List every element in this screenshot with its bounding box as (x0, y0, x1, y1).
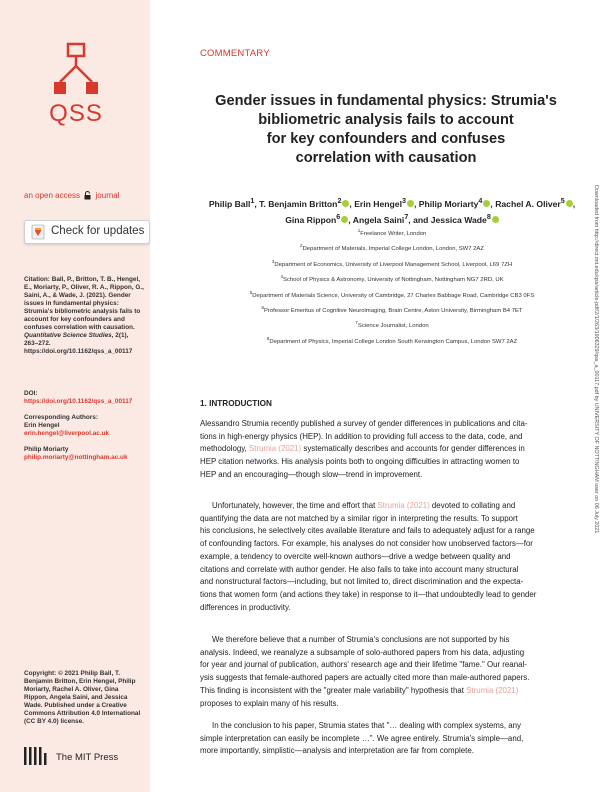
author-sup: 4 (478, 197, 483, 205)
publisher-name: The MIT Press (56, 752, 119, 763)
title-line: bibliometric analysis fails to account (258, 112, 514, 128)
text-line: citations and correlate with author gender. He also fails to take into account many structural (200, 564, 519, 574)
author-name[interactable]: Jessica Wade (430, 214, 487, 225)
affiliation-text: Freelance Writer, London (360, 230, 427, 237)
text-line: of confounding factors. For example, his analyses do not consider how unobserved factors—for (200, 539, 533, 549)
text-line: HEP and an encouraging—though slow—trend in improvement. (200, 469, 423, 479)
affiliation-sup: 7 (355, 320, 358, 326)
author-name[interactable]: Gina Rippon (285, 214, 337, 225)
affiliation-sup: 5 (249, 289, 253, 295)
citation-block (24, 276, 144, 356)
author-sup: 2 (337, 197, 342, 205)
orcid-icon[interactable] (407, 200, 414, 207)
text-line: tions in high-energy physics (HEP). In addition to providing full access to the data, code, and (200, 431, 523, 441)
journal-logo-text: QSS (49, 100, 103, 127)
text-line: In the conclusion to his paper, Strumia states that "… dealing with complex systems, any (212, 721, 521, 730)
copyright-block: Copyright: © 2021 Philip Ball, T. Benjamin Britton, Erin Hengel, Philip Moriarty, Rachel A. Oliver, Gina Rippon, Angela Saini, and Jessica Wade. Published under a Creative Commons Attribution 4.0 International (CC BY 4.0) license. (24, 670, 141, 725)
affiliation-sup: 1 (357, 228, 361, 233)
author-name[interactable]: Philip Ball (208, 198, 251, 209)
text-line: quantifying the data are not matched by a similar rigor in interpreting the results. To support (200, 513, 518, 523)
text-run: systematically describes and accounts for gender differences in (303, 444, 525, 454)
paragraph-3 (200, 634, 578, 710)
check-updates-icon (30, 224, 46, 240)
check-updates-label: Check for updates (51, 225, 145, 237)
affiliation-text: Department of Materials, Imperial College London, London, SW7 2AZ (302, 246, 484, 253)
citation-link[interactable]: Strumia (2021) (466, 685, 519, 695)
doi-block (24, 390, 144, 406)
author-sup: 1 (250, 197, 255, 205)
text-run: Unfortunately, however, the time and effort that (212, 501, 376, 510)
text-line: differences in productivity. (200, 602, 291, 612)
orcid-icon[interactable] (342, 200, 349, 207)
author-name[interactable]: Angela Saini (352, 214, 405, 225)
orcid-icon[interactable] (483, 200, 490, 207)
open-access-prefix: an open access (24, 191, 81, 200)
affiliation-sup: 8 (266, 335, 270, 341)
affiliation-sup: 4 (280, 274, 283, 280)
section-label: COMMENTARY (200, 48, 270, 59)
author-line-2: Gina Rippon$^6$ , Angela Saini$^7$, and Jessica Wade$^8$ (196, 211, 588, 227)
author-sup: 6 (336, 212, 341, 221)
citation-pages-doi: 263–272. https://doi.org/10.1162/qss_a_00117 (24, 340, 133, 355)
orcid-icon[interactable] (341, 216, 348, 223)
author-name[interactable]: Erin Hengel (354, 198, 402, 209)
text-line: We therefore believe that a number of Strumia's conclusions are not supported by his (212, 635, 510, 644)
open-access-suffix: journal (95, 191, 120, 200)
text-line: HEP citation networks. His analysis points both to ongoing difficulties in attracting women to (200, 457, 520, 467)
corresponding-email-2[interactable]: philip.moriarty@nottingham.ac.uk (24, 454, 128, 461)
orcid-icon[interactable] (492, 216, 499, 223)
affiliation-item (196, 271, 588, 286)
affiliation-sup: 2 (300, 243, 303, 249)
corresponding-label: Corresponding Authors: (24, 414, 98, 421)
paragraph-2 (200, 500, 578, 614)
mit-press-logo-icon (24, 747, 52, 765)
doi-link[interactable]: https://doi.org/10.1162/qss_a_00117 (24, 398, 133, 405)
open-lock-icon (84, 191, 91, 200)
title-line: for key confounders and confuses (266, 131, 506, 147)
text-line (200, 685, 578, 698)
citation-journal: Quantitative Science Studies, (24, 332, 114, 339)
paragraph-4 (200, 720, 578, 758)
author-sup: 7 (404, 212, 409, 221)
text-line: and nonstructural factors—including, but not limited to, direct discrimination and the expecta- (200, 577, 524, 587)
text-line: example, a tendency to overcite well-known authors—drive a wedge between quality and (200, 551, 511, 561)
check-for-updates-button[interactable] (24, 220, 150, 244)
citation-label: Citation: (24, 276, 50, 283)
author-sup: 5 (560, 197, 565, 205)
affiliation-text: School of Physics & Astronomy, University of Nottingham, Nottingham NG7 2RD, UK (282, 277, 504, 284)
paragraph-1 (200, 418, 578, 482)
author-name[interactable]: Rachel A. Oliver (495, 198, 561, 209)
corresponding-author-1: Erin Hengel (24, 422, 60, 429)
author-name[interactable]: T. Benjamin Britton (259, 198, 338, 209)
article-title (196, 92, 576, 168)
affiliation-text: Science Journalist, London (357, 323, 429, 330)
corresponding-author-2: Philip Moriarty (24, 446, 69, 453)
affiliation-text: Department of Physics, Imperial College London South Kensington Campus, London SW7 2AZ (269, 338, 518, 345)
orcid-icon[interactable] (566, 200, 573, 207)
corresponding-authors-block (24, 414, 144, 462)
open-access-label (24, 191, 154, 200)
affiliation-text: Professor Emeritus of Cognitive Neuroimaging, Brain Centre, Aston University, Birmingham B4 7ET (263, 307, 523, 314)
affiliation-item (196, 240, 588, 255)
text-line (200, 500, 578, 513)
text-line: more importantly, simplistic—analysis and interpretation are far from complete. (200, 746, 474, 756)
text-line: his conclusions, he selectively cites available literature and fails to adequately adjust for a range (200, 526, 535, 536)
affiliation-sup: 3 (271, 258, 275, 264)
section-heading: 1. INTRODUCTION (200, 399, 272, 408)
author-line-1: Philip Ball$^1$, T. Benjamin Britton$^2$ , Erin Hengel$^3$ , Philip Moriarty$^4$ , Rachel A. Oliver$^5$ , (208, 197, 576, 209)
corresponding-email-1[interactable]: erin.hengel@liverpool.ac.uk (24, 430, 110, 437)
affiliation-item (196, 302, 588, 317)
author-list (196, 195, 588, 227)
affiliation-item (196, 287, 588, 302)
author-name[interactable]: Philip Moriarty (418, 198, 479, 209)
text-line: for year and journal of publication, authors' research age and their lifetime "fame." Our reanal- (200, 660, 527, 670)
title-line: Gender issues in fundamental physics: Strumia's (215, 93, 557, 109)
affiliation-item (196, 333, 588, 348)
download-watermark (592, 185, 600, 725)
affiliation-text: Department of Economics, University of Liverpool Management School, Liverpool, L69 7ZH (274, 261, 513, 268)
text-run: devoted to collating and (431, 501, 516, 510)
affiliation-text: Department of Materials Science, University of Cambridge, 27 Charles Babbage Road, Cambridge CB3 0FS (252, 292, 535, 299)
download-note: Downloaded from http://direct.mit.edu/qss/article-pdf/2/1/263/1906329/qss_a_00117.pdf by UNIVERSITY OF NOTTINGHAM user on 06 July 2021 (593, 185, 599, 534)
affiliations (196, 225, 588, 348)
text-line: ysis suggests that female-authored papers are actually cited more than male-authored papers. (200, 673, 530, 683)
citation-text: Ball, P., Britton, T. B., Hengel, E., Moriarty, P., Oliver, R. A., Rippon, G., Saini, A., & Wade, J. (2021). Gender issues in fundamental physics: Strumia's bibliometric analysis fails to account for key confounders and confuses correlation with causation. (24, 276, 144, 331)
author-sup: 3 (401, 197, 406, 205)
text-run: This finding is inconsistent with the "greater male variability" hypothesis that (200, 685, 464, 695)
author-sup: 8 (486, 212, 491, 221)
text-line: simple interpretation can easily be incomplete …". We agree entirely. Strumia's simple—and, (200, 733, 524, 743)
doi-label: DOI: (24, 390, 38, 397)
text-line: analysis. Indeed, we reanalyze a subsample of solo-authored papers from his data, adjusting (200, 647, 525, 657)
citation-volume: 2(1), (115, 332, 129, 339)
citation-link[interactable]: Strumia (2021) (377, 501, 430, 510)
text-run: methodology, (200, 444, 247, 454)
text-line: tions that women form (and actions they take) in response to it—that undoubtedly lead to gender (200, 589, 537, 599)
affiliation-item (196, 317, 588, 332)
affiliation-sup: 6 (261, 304, 264, 310)
citation-link[interactable]: Strumia (2021) (249, 444, 302, 454)
title-line: correlation with causation (295, 150, 477, 166)
text-line: proposes to explain many of his results. (200, 698, 339, 708)
qss-logo-icon (52, 42, 100, 98)
text-line: Alessandro Strumia recently published a survey of gender differences in publications and cita- (200, 419, 528, 428)
text-line (200, 443, 578, 456)
affiliation-item (196, 225, 588, 240)
affiliation-item (196, 256, 588, 271)
